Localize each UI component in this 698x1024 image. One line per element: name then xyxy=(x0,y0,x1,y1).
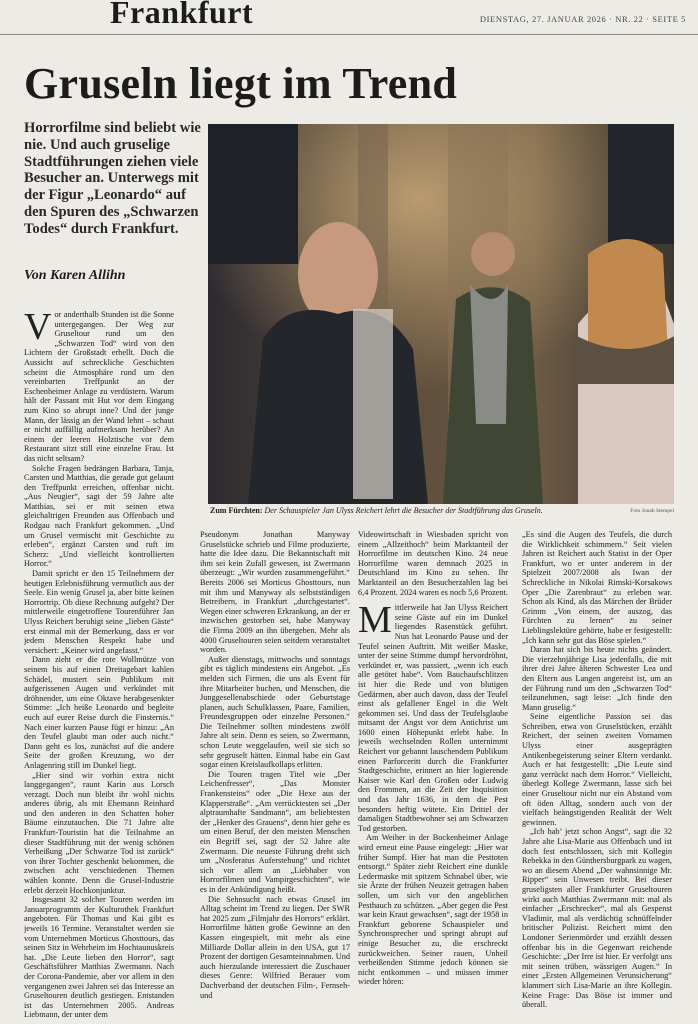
paragraph: Solche Fragen bedrängen Barbara, Tanja, Carsten und Matthias, die gerade gut gelaunt den Treffpunkt erreichen, offenbar nicht. „Aus Neugier“, sagt der 59 Jahre alte Matthias, sei er mit seinen etwa gleichaltrigen Freunden aus Offenbach und Rodgau nach Frankfurt gekommen. „Und um Grusel vermischt mit Geschichte zu erleben“, ergänzt Carsten und ruft im Scherz: „Und vielleicht kontrollierten Horror.“ xyxy=(24,463,174,569)
article-photo xyxy=(208,124,674,504)
paragraph: Die Touren tragen Titel wie „Der Leichenfresser“, „Das Monster Frankensteins“ oder „Die Hexe aus der Klapperstraße“. „Am verrücktesten sei „Der alptraumhafte Sandmann“, am beliebtesten der „Henker des Grauens“, denn hier gehe es um einen Beruf, der den meisten Menschen ein Begriff sei, sagt der 52 Jahre alte Zwermann. Die neueste Führung dreht sich um „Nosferatus Auferstehung“ und richtet sich vor allem an „Liebhaber von Horrorfilmen und Vampirgeschichten“, wie es in der Ankündigung heißt. xyxy=(200,769,350,894)
article-column-2 xyxy=(200,530,350,1022)
paragraph xyxy=(358,599,508,833)
paragraph: Daran hat sich bis heute nichts geändert. Die vierzehnjährige Lisa jedenfalls, die mit ihrer drei Jahre älteren Schwester Lea und den Eltern aus Langen angereist ist, um an der Führung rund um den „Schwarzen Tod“ teilzunehmen, sagt leise: „Ich finde den Mann gruselig.“ xyxy=(522,645,672,712)
photo-credit: Foto Jonah Stempel xyxy=(630,508,674,514)
caption-label: Zum Fürchten: xyxy=(210,506,263,515)
paragraph: Videowirtschaft in Wiesbaden spricht von einem „Allzeithoch“ beim Marktanteil der Horrorfilme im deutschen Kino. 24 neue Horrorfilme waren demnach 2025 in Deutschland im Kino zu sehen. Ihr Marktanteil an den Besucherzahlen lag bei 6,4 Prozent. 2024 waren es noch 5,6 Prozent. xyxy=(358,530,508,597)
paragraph: Außer dienstags, mittwochs und sonntags gibt es täglich mindestens ein Angebot. „Es melden sich Firmen, die uns als Event für ihre Mitarbeiter buchen, und Menschen, die Junggesellenabschiede oder Geburtstage planen, auch Schulklassen, Paare, Familien, Freundesgruppen oder einzelne Personen.“ Die Teilnehmer sollten mindestens zwölf Jahre alt sein. Denn es seien, so Zwermann, schon Leute weggelaufen, weil sie sich so sehr gegruselt hätten. Einmal habe ein Gast sogar einen Kreislaufkollaps erlitten. xyxy=(200,654,350,770)
photo-caption xyxy=(210,505,674,517)
paragraph xyxy=(24,310,174,464)
paragraph-text: ittlerweile hat Jan Ulyss Reichert seine Gäste auf ein im Dunkel liegendes Rasenstück geführt. Nun hat Leonardo Pause und der Teufel seinen Auftritt. Mit weißer Maske, unter der seine Stimme dumpf hervordröhnt, verkündet er, was passiert, „wenn ich euch alle getötet habe“. Vom Bauchaufschlitzen ist hier die Rede und von blutigen Gedärmen, aber auch davon, dass der Teufel einst als gefallener Engel in die Welt gekommen sei. Und dass der Teufelsglaube mitsamt der Angst vor dem Antichrist um 1600 einen Höhepunkt erlebt habe. In jeweils wechselnden Rollen unternimmt Reichert vor gebannt lauschendem Publikum einen Parforceritt durch die Frankfurter Stadtgeschichte, erinnert an hier logierende Kaiser wie Karl den Großen oder Ludwig den Frommen, an die Zeit der Inquisition und das Jahr 1636, in dem die Pest besonders heftig wütete. Ein Drittel der damaligen Stadtbewohner sei am Schwarzen Tod gestorben. xyxy=(358,603,508,833)
teaser: Horrorfilme sind beliebt wie nie. Und auch gruselige Stadtführungen ziehen viele Besucher an. Unterwegs mit der Figur „Leonardo“ auf den Spuren des „Schwarzen Todes“ durch Frankfurt. xyxy=(24,120,201,237)
author-byline: Von Karen Allihn xyxy=(24,268,126,283)
paragraph: Dann zieht er die rote Wollmütze von seinem bis auf einen Dreitagebart kahlen Schädel, mustert sein Publikum mit aufgerissenen Augen und verkündet mit dröhnender, um eine Oktave herabgesenkter Stimme: „Ich heiße Leonardo und begleite euch auf eurer Reise durch die Finsternis.“ Nach einer kurzen Pause fügt er hinzu: „An den Teufel glaubt man oder auch nicht.“ Dann geht es los, zunächst auf die andere Seite der großen Kreuzung, wo der Anlagenring still im Dunkel liegt. xyxy=(24,655,174,770)
paragraph: „Hier sind wir vorhin extra nicht langgegangen“, raunt Karin aus Lorsch verzagt. Doch nun bleibt ihr wohl nichts anderes übrig, als mit Ehemann Reinhard und den anderen in den Schatten hoher Bäume einzutauchen. Die 71 Jahre alte Frankfurt-Touristin hat die Teilnahme an dieser Stadtführung mit der wenig schönen Verheißung „Der Schwarze Tod ist zurück“ von ihrer Tochter geschenkt bekommen, die zwischen acht verschiedenen Themen wählen konnte. Denn die Grusel-Industrie erlebt derzeit Hochkonjunktur. xyxy=(24,770,174,895)
paragraph: Insgesamt 32 solcher Touren werden im Januarprogramm der Kulturothek Frankfurt angeboten. Für Thomas und Kai gibt es jeweils 16 Termine. Veranstaltet werden sie vom Unternehmen Morticus Ghosttours, das seinen Sitz in Wehrheim im Hochtaunuskreis hat. „Die Leute lieben den Horror“, sagt Geschäftsführer Matthias Zwermann. Nach der Corona-Pandemie, aber vor allem in den vergangenen zwei Jahren sei das Interesse an Gruseltouren deutlich gestiegen. Entstanden ist das Unternehmen 2005. Andreas Liebmann, der unter dem xyxy=(24,895,174,1020)
paragraph: Am Weiher in der Bockenheimer Anlage wird erneut eine Pause eingelegt: „Hier war früher Sumpf. Hier hat man die Pesttoten entsorgt.“ Später zieht Reichert eine dunkle Ledermaske mit spitzem Schnabel über, wie sie Ärzte der frühen Neuzeit getragen haben sollen, um sich vor den angeblichen Pesthauch zu schützen. „Aber gegen die Pest war kein Kraut gewachsen“, sagt der 1958 in Frankfurt geborene Schauspieler und Synchronsprecher und springt abrupt auf einige Besucher zu, die erschreckt zurückweichen. Seiner rauen, Unheil verheißenden Stimme jedoch können sie nicht entkommen – und müssen immer wieder hören: xyxy=(358,833,508,987)
article-column-4 xyxy=(522,530,672,1022)
paragraph: Seine eigentliche Passion sei das Schreiben, etwa von Gruselstücken, erzählt Reichert, der seinen zweiten Vornamen Ulyss einer ausgeprägten Antikenbegeisterung seiner Eltern verdankt. Auch er hat festgestellt: „Die Leute sind ganz verrückt nach dem Horror.“ Vielleicht, überlegt Kollege Zwermann, lasse sich bei einer Gruseltour nicht nur ein Abstand vom oft öden Alltag, sondern auch von der vielfach beängstigenden Realität der Welt gewinnen. xyxy=(522,712,672,827)
paragraph: Pseudonym Jonathan Manyway Gruselstücke schrieb und Filme produzierte, hatte die Idee dazu. Die Bekanntschaft mit ihm sei kein Zufall gewesen, ist Zwermann überzeugt: „Wir wurden zusammengeführt.“ Bereits 2006 sei Morticus Ghosttours, nun mit ihm und Manyway als selbstständigen Betreibern, in Frankfurt „durchgestartet“. Wegen einer schweren Erkrankung, an der er inzwischen gestorben sei, habe Manyway die Firma 2009 an ihn übergeben. Mehr als 4000 Gruseltouren seien seitdem veranstaltet worden. xyxy=(200,530,350,655)
headline: Gruseln liegt im Trend xyxy=(24,59,458,108)
masthead xyxy=(0,0,698,35)
article-column-1 xyxy=(24,310,174,1022)
drop-cap: M xyxy=(358,599,392,642)
article-column-3 xyxy=(358,530,508,1022)
caption-text: Der Schauspieler Jan Ulyss Reichert lehrt die Besucher der Stadtführung das Gruseln. xyxy=(264,506,543,515)
paragraph: Die Sehnsucht nach etwas Grusel im Alltag scheint im Trend zu liegen. Der SWR hat 2025 zum „Filmjahr des Horrors“ erklärt. Horrorfilme hätten große Gewinne an den Kassen eingespielt, mit mehr als eine Milliarde Dollar allein in den USA, gut 17 Prozent der dortigen Gesamteinnahmen. Und auch hierzulande interessiert die Zuschauer dieses Genre: Wilfried Berauer vom Dachverband der deutschen Film-, Fernseh- und xyxy=(200,894,350,1000)
paragraph-text: or anderthalb Stunden ist die Sonne untergegangen. Der Weg zur Gruseltour rund um den „Schwarzen Tod“ wird von den Lichtern der Großstadt erhellt. Doch die Aussicht auf schreckliche Geschichten scheint die Atmosphäre rund um den vereinbarten Treffpunkt an der Eschenheimer Anlage zu verdüstern. Warum hält der Passant mit Hut vor dem Eingang zum Kino so abrupt inne? Und der junge Mann, der lässig an der Wand lehnt – schaut er nicht auffällig aufmerksam herüber? An einem der leeren Holztische vor dem Restaurant sitzt still eine einzelne Frau. Ist das nicht seltsam? xyxy=(24,310,174,463)
paragraph: „Es sind die Augen des Teufels, die durch die Wirklichkeit schimmern.“ Seit vielen Jahren ist Reichert auch Statist in der Oper Frankfurt, wo er unter anderem in der Spielzeit 2007/2008 als Iwan der Schreckliche in Nikolai Rimski-Korsakows Oper „Die Zarenbraut“ zu erleben war. Schon als Kind, als das Märchen der Brüder Grimm „Von einem, der auszog, das Fürchten zu lernen“ zu seiner Lieblingslektüre gehörte, habe er festgestellt: „Ich kann sehr gut das Böse spielen.“ xyxy=(522,530,672,645)
dateline: DIENSTAG, 27. JANUAR 2026 · NR. 22 · SEITE 5 xyxy=(479,14,686,24)
paragraph: „Ich hab’ jetzt schon Angst“, sagt die 32 Jahre alte Lisa-Marie aus Offenbach und ist doch fest entschlossen, sich mit Kollegin Rebekka in den Günthersburgpark zu wagen, wo an diesem Abend „Der wahnsinnige Mr. Ripper“ sein Unwesen treibt. Bei dieser gruseligsten aller Frankfurter Gruseltouren wirkt auch Matthias Zwermann mit: mal als einfacher „Erschrecker“, mal als Gespenst Vladimir, mal als verdächtig schnüffelnder britischer Polizist. Reichert mimt den Londoner Serienmörder und erzählt dessen offenbar bis in die Gegenwart reichende Geschichte: „Der Irre ist hier. Er verfolgt uns mit seinen trüben, wässrigen Augen.“ In einer „Ersten Allgemeinen Verunsicherung“ klammert sich Lisa-Marie an ihre Kollegin. Keine Frage: Das Böse ist immer und überall. xyxy=(522,827,672,1010)
section-title: Frankfurt xyxy=(110,0,254,30)
drop-cap: V xyxy=(24,310,52,348)
paragraph: Damit spricht er den 15 Teilnehmern der heutigen Erlebnisführung vermutlich aus der Seele. Ein wenig Grusel ja, aber bitte keinen Horrortrip. Ob diese Rechnung aufgeht? Der mittlerweile eingetroffene Tourenführer Jan Ulyss Reichert beruhigt seine „lieben Gäste“ erst einmal mit der Bemerkung, dass er vor jedem Menschen Respekt habe und versichert: „Keiner wird angefasst.“ xyxy=(24,569,174,655)
